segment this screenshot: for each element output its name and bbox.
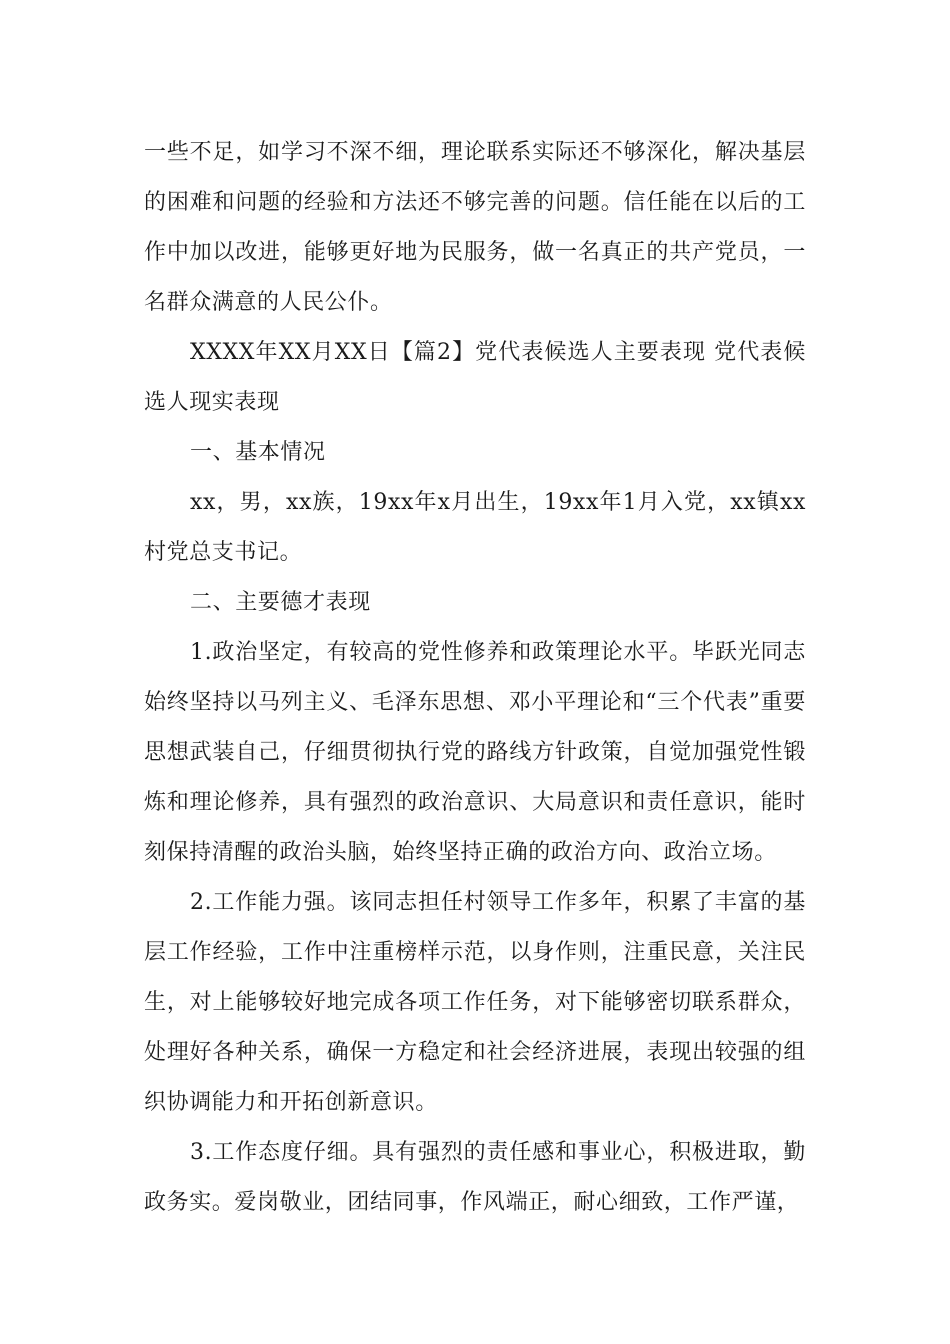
paragraph-point-2: 2.工作能力强。该同志担任村领导工作多年，积累了丰富的基层工作经验，工作中注重榜样示范，以身作则，注重民意，关注民生，对上能够较好地完成各项工作任务，对下能够密切联系群众，处理好各种关系，确保一方稳定和社会经济进展，表现出较强的组织协调能力和开拓创新意识。 — [144, 890, 806, 1115]
paragraph-point-1: 1.政治坚定，有较高的党性修养和政策理论水平。毕跃光同志始终坚持以马列主义、毛泽东思想、邓小平理论和“三个代表”重要思想武装自己，仔细贯彻执行党的路线方针政策，自觉加强党性锻炼和理论修养，具有强烈的政治意识、大局意识和责任意识，能时刻保持清醒的政治头脑，始终坚持正确的政治方向、政治立场。 — [144, 640, 806, 865]
section-heading-basic-info: 一、基本情况 — [190, 440, 326, 465]
paragraph-heading-article-2: XXXX年XX月XX日【篇2】党代表候选人主要表现 党代表候选人现实表现 — [144, 340, 806, 415]
paragraph-continuation: 一些不足，如学习不深不细，理论联系实际还不够深化，解决基层的困难和问题的经验和方法还不够完善的问题。信任能在以后的工作中加以改进，能够更好地为民服务，做一名真正的共产党员，一名群众满意的人民公仆。 — [144, 140, 806, 315]
paragraph-point-3: 3.工作态度仔细。具有强烈的责任感和事业心，积极进取，勤政务实。爱岗敬业，团结同事，作风端正，耐心细致，工作严谨， — [144, 1140, 806, 1215]
paragraph-basic-info: xx，男，xx族，19xx年x月出生，19xx年1月入党，xx镇xx村党总支书记。 — [144, 490, 806, 565]
document-page — [144, 128, 806, 1228]
section-heading-main-performance: 二、主要德才表现 — [190, 590, 371, 615]
